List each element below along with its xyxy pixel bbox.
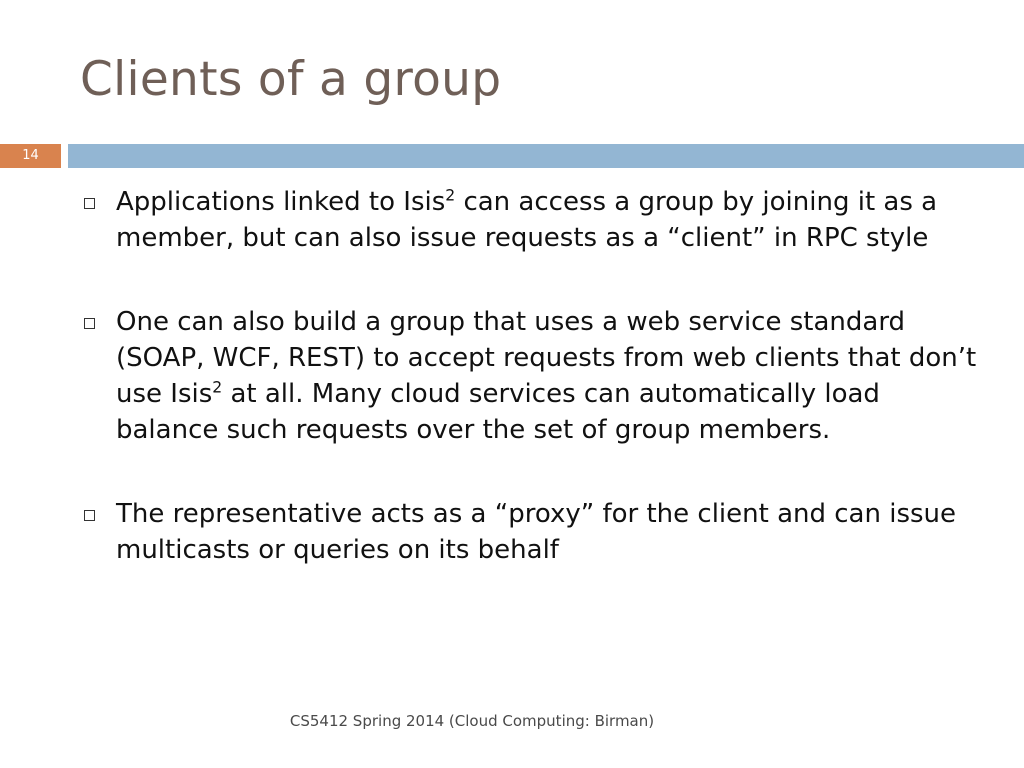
superscript: 2 (212, 378, 223, 397)
slide-number: 14 (0, 144, 61, 168)
bullet-item (82, 184, 982, 256)
bullet-text-end: can access a group by joining it as a member, but can also issue requests as a “client” in RPC style (116, 187, 938, 253)
superscript: 2 (445, 186, 456, 205)
bullet-text-start: One can also build a group that uses a web service standard (SOAP, WCF, REST) to accept requests from web clients that don’t use Isis (116, 307, 977, 409)
bullet-item (82, 304, 982, 448)
square-bullet-icon (84, 198, 95, 209)
bullet-list (82, 184, 982, 568)
square-bullet-icon (84, 510, 95, 521)
slide-footer: CS5412 Spring 2014 (Cloud Computing: Birman) (289, 712, 655, 730)
square-bullet-icon (84, 318, 95, 329)
bullet-text: The representative acts as a “proxy” for the client and can issue multicasts or queries on its behalf (116, 499, 957, 565)
slide-title: Clients of a group (80, 52, 502, 107)
bullet-text-end: at all. Many cloud services can automatically load balance such requests over the set of group members. (116, 379, 880, 445)
bullet-item (82, 496, 982, 568)
header-band (68, 144, 1024, 168)
bullet-text-start: Applications linked to Isis (116, 187, 446, 217)
